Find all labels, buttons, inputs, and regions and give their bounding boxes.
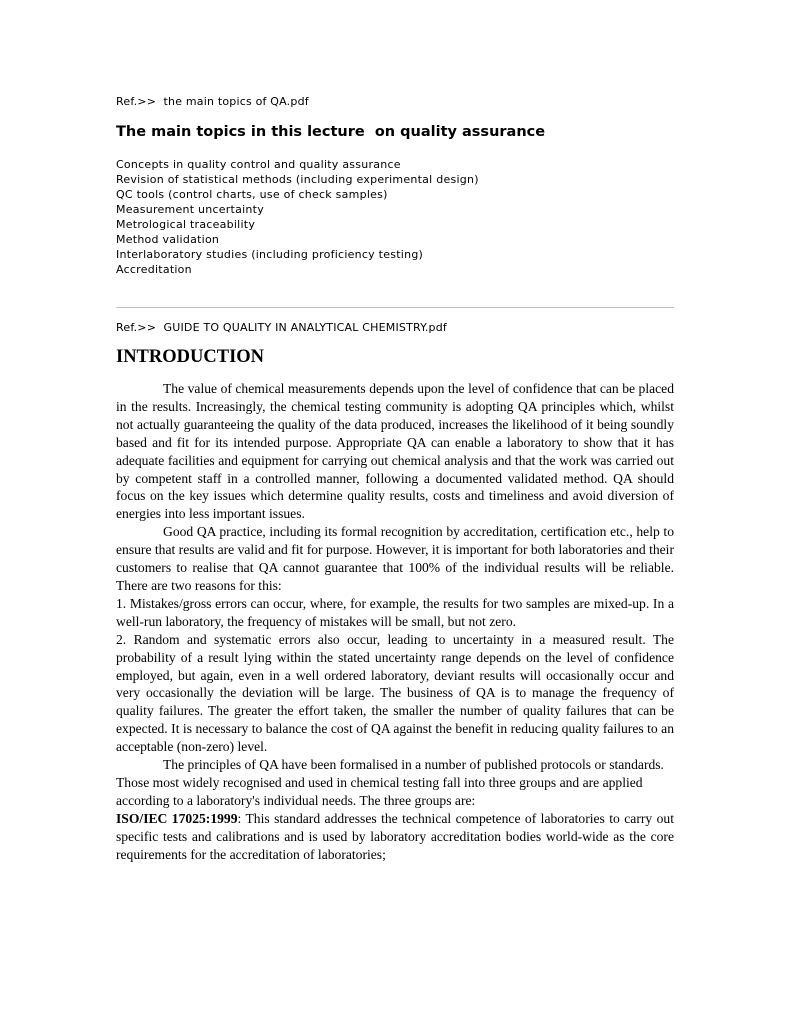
paragraph-reason-mistakes: 1. Mistakes/gross errors can occur, where, for example, the results for two samples are mixed-up. In a well-run laboratory, the frequency of mistakes will be small, but not zero.	[116, 595, 674, 629]
paragraph-principles: The principles of QA have been formalised in a number of published protocols or standards. Those most widely recognised and used in chemical testing fall into three groups and are applied according to a laboratory's individual needs. The three groups are:	[116, 757, 664, 808]
reference-line-2: Ref.>> GUIDE TO QUALITY IN ANALYTICAL CHEMISTRY.pdf	[116, 321, 447, 334]
iso-standard-description: : This standard addresses the technical competence of laboratories to carry out specific tests and calibrations and is used by laboratory accreditation bodies world-wide as the core requirements for the accreditation of laboratories;	[116, 810, 674, 862]
topic-item: Revision of statistical methods (including experimental design)	[116, 173, 479, 186]
topic-item: Accreditation	[116, 263, 192, 276]
topic-item: Metrological traceability	[116, 218, 256, 231]
lecture-topics-heading: The main topics in this lecture on quality assurance	[116, 124, 546, 140]
topic-item: Method validation	[116, 233, 220, 246]
iso-standard-name: ISO/IEC 17025:1999	[116, 810, 238, 826]
section-divider	[116, 307, 674, 308]
introduction-heading: INTRODUCTION	[116, 347, 265, 367]
introduction-body	[116, 380, 674, 863]
topic-item: QC tools (control charts, use of check samples)	[116, 188, 388, 201]
topics-list	[116, 157, 674, 277]
paragraph-confidence: The value of chemical measurements depends upon the level of confidence that can be placed in the results. Increasingly, the chemical testing community is adopting QA principles which, whilst not actually guaranteeing the quality of the data produced, increases the likelihood of it being soundly based and fit for its intended purpose. Appropriate QA can enable a laboratory to show that it has adequate facilities and equipment for carrying out chemical analysis and that the work was carried out by competent staff in a controlled manner, following a documented validated method. QA should focus on the key issues which determine quality results, costs and timeliness and avoid diversion of energies into less important issues.	[116, 381, 674, 522]
topic-item: Concepts in quality control and quality assurance	[116, 158, 401, 171]
document-page	[116, 92, 674, 863]
paragraph-good-qa-practice: Good QA practice, including its formal recognition by accreditation, certification etc., help to ensure that results are valid and fit for purpose. However, it is important for both laboratories and their customers to realise that QA cannot guarantee that 100% of the individual results will be reliable. There are two reasons for this:	[116, 524, 674, 593]
topic-item: Measurement uncertainty	[116, 203, 264, 216]
paragraph-iso-17025	[116, 810, 674, 864]
topic-item: Interlaboratory studies (including proficiency testing)	[116, 248, 424, 261]
paragraph-reason-errors: 2. Random and systematic errors also occur, leading to uncertainty in a measured result. The probability of a result lying within the stated uncertainty range depends on the level of confidence employed, but again, even in a well ordered laboratory, deviant results will occasionally occur and very occasionally the deviation will be large. The business of QA is to manage the frequency of quality failures. The greater the effort taken, the smaller the number of quality failures that can be expected. It is necessary to balance the cost of QA against the benefit in reducing quality failures to an acceptable (non-zero) level.	[116, 631, 674, 755]
reference-line-1: Ref.>> the main topics of QA.pdf	[116, 95, 309, 108]
